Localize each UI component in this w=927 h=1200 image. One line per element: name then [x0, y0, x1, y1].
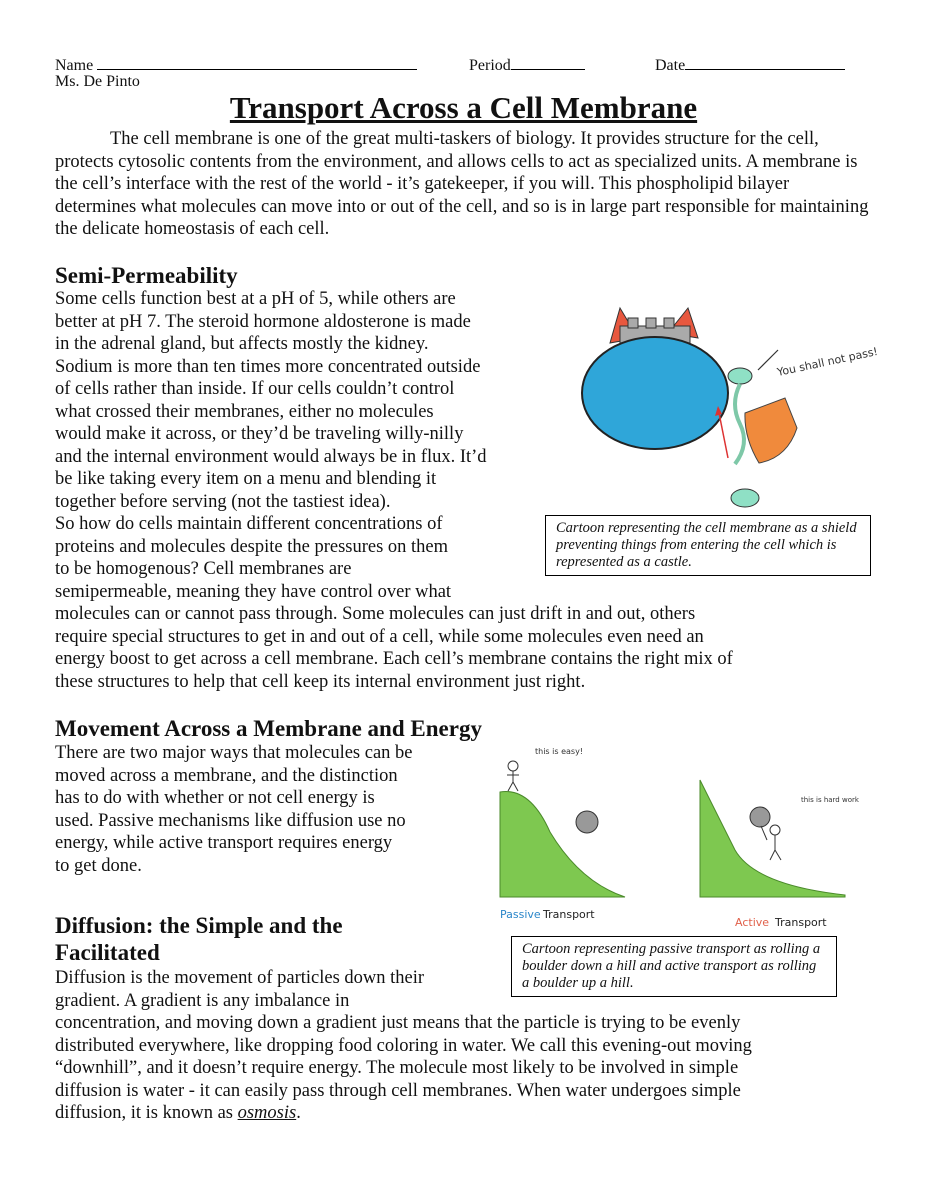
text-line: these structures to help that cell keep its internal environment just right.: [55, 671, 586, 692]
text-line: better at pH 7. The steroid hormone aldosterone is made: [55, 311, 471, 332]
text-line: moved across a membrane, and the distinction: [55, 765, 398, 786]
section-heading-diffusion-line2: Facilitated: [55, 940, 160, 965]
text-line: So how do cells maintain different concentrations of: [55, 514, 443, 534]
speech-bubble-text: You shall not pass!: [775, 344, 880, 379]
text-line: diffusion, it is known as osmosis.: [55, 1103, 301, 1123]
text-line: proteins and molecules despite the pressures on them: [55, 536, 449, 557]
text-line: require special structures to get in and out of a cell, while some molecules even need an: [55, 626, 704, 647]
passive-label: Passive: [500, 908, 541, 921]
text-line: what crossed their membranes, either no molecules: [55, 401, 434, 422]
osmosis-term: osmosis: [237, 1103, 297, 1123]
section1-paragraph-wide: [55, 603, 885, 693]
figure-caption-2: Cartoon representing passive transport as rolling a boulder down a hill and active transport as rolling a boulder up a hill.: [511, 936, 837, 997]
text-line: Diffusion is the movement of particles down their: [55, 968, 425, 988]
section3-paragraph-wide: [55, 1012, 885, 1125]
period-blank[interactable]: [511, 55, 585, 70]
text-line: diffusion is water - it can easily pass through cell membranes. When water undergoes simple: [55, 1080, 741, 1101]
page-title: Transport Across a Cell Membrane: [229, 90, 698, 125]
text-line: “downhill”, and it doesn’t require energy. The molecule most likely to be involved in simple: [55, 1058, 739, 1078]
section-heading-diffusion-line1: Diffusion: the Simple and the: [55, 913, 343, 938]
text-line: energy boost to get across a cell membrane. Each cell’s membrane contains the right mix of: [55, 649, 733, 669]
text-line: be like taking every item on a menu and blending it: [55, 469, 437, 489]
text-line: to get done.: [55, 855, 142, 876]
text-line: Some cells function best at a pH of 5, while others are: [55, 289, 456, 309]
text-line: Sodium is more than ten times more concentrated outside: [55, 356, 481, 377]
hill-boulder-cartoon: [495, 742, 859, 934]
text-line: concentration, and moving down a gradient just means that the particle is trying to be evenly: [55, 1013, 741, 1033]
text-line: together before serving (not the tastiest idea).: [55, 491, 391, 512]
teacher-name: Ms. De Pinto: [55, 73, 140, 90]
text-line: of cells rather than inside. If our cells couldn’t control: [55, 379, 455, 399]
text-line: in the adrenal gland, but affects mostly the kidney.: [55, 334, 429, 354]
section-heading-semi-permeability: Semi-Permeability: [55, 263, 238, 288]
period-field[interactable]: Period: [469, 55, 585, 75]
text-line: would make it across, or they’d be traveling willy-nilly: [55, 424, 464, 444]
active-transport-label: Transport: [775, 916, 827, 929]
text-line: molecules can or cannot pass through. Some molecules can just drift in and out, others: [55, 604, 696, 624]
text-line: distributed everywhere, like dropping food coloring in water. We call this evening-out moving: [55, 1035, 752, 1056]
intro-paragraph: The cell membrane is one of the great multi-taskers of biology. It provides structure for the cell, protects cytosolic contents from the environment, and allows cells to act as specialized units. A membrane is the cell’s interface with the rest of the world - it’s gatekeeper, if you will. This phospholipid bilayer determines what molecules can move into or out of the cell, and so is in large part responsible for maintaining the delicate homeostasis of each cell.: [55, 129, 869, 239]
castle-shield-cartoon: [580, 298, 880, 513]
text-line: semipermeable, meaning they have control over what: [55, 581, 452, 602]
date-field[interactable]: Date: [655, 55, 845, 75]
text-line: energy, while active transport requires energy: [55, 833, 393, 853]
text-line: to be homogenous? Cell membranes are: [55, 559, 352, 579]
passive-speech-text: this is easy!: [535, 747, 584, 756]
section2-paragraph: [55, 742, 485, 877]
section-heading-movement-energy: Movement Across a Membrane and Energy: [55, 716, 482, 741]
active-speech-text: this is hard work: [801, 796, 859, 804]
section3-paragraph: [55, 967, 495, 1012]
passive-transport-label: Transport: [543, 908, 595, 921]
text-line: has to do with whether or not cell energy is: [55, 788, 375, 808]
active-label: Active: [735, 916, 770, 929]
text-line: used. Passive mechanisms like diffusion use no: [55, 810, 406, 831]
name-blank[interactable]: [97, 55, 417, 70]
section1-paragraph: [55, 288, 555, 603]
date-blank[interactable]: [685, 55, 845, 70]
text-line: gradient. A gradient is any imbalance in: [55, 990, 350, 1011]
text-line: and the internal environment would always be in flux. It’d: [55, 446, 487, 467]
name-field[interactable]: Name: [55, 55, 417, 75]
figure-caption-1: Cartoon representing the cell membrane as a shield preventing things from entering the cell which is represented as a castle.: [545, 515, 871, 576]
text-line: There are two major ways that molecules can be: [55, 743, 413, 763]
